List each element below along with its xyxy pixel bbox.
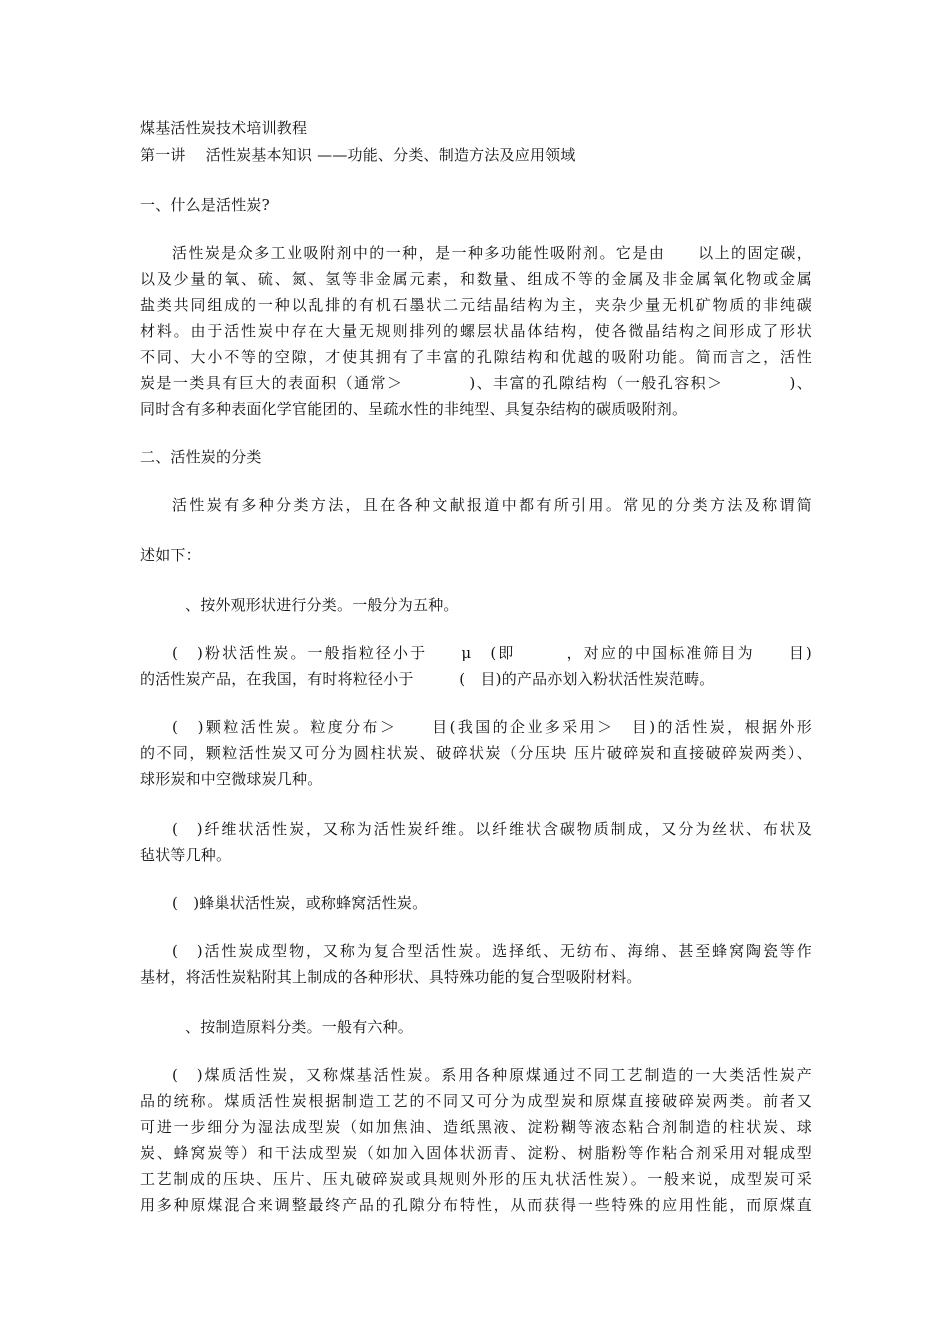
paragraph-line: 盐类共同组成的一种以乱排的有机石墨状二元结晶结构为主，夹杂少量无机矿物质的非纯碳 [140,296,812,314]
paragraph-line: 炭是一类具有巨大的表面积（通常＞ )、丰富的孔隙结构（一般孔容积＞ )、 [140,374,812,392]
paragraph-line: 不同、大小不等的空隙，才使其拥有了丰富的孔隙结构和优越的吸附功能。简而言之，活性 [140,348,812,366]
section1-heading: 一、什么是活性炭? [140,196,270,214]
paragraph-line: 以及少量的氧、硫、氮、氢等非金属元素，和数量、组成不等的金属及非金属氧化物或金属 [140,270,812,288]
paragraph-line: ( )颗粒活性炭。粒度分布＞ 目(我国的企业多采用＞ 目)的活性炭，根据外形 [172,718,812,736]
paragraph-line: ( )煤质活性炭，又称煤基活性炭。系用各种原煤通过不同工艺制造的一大类活性炭产 [172,1066,812,1084]
paragraph-line: 品的统称。煤质活性炭根据制造工艺的不同又可分为成型炭和原煤直接破碎炭两类。前者又 [140,1092,812,1110]
paragraph-line: 炭、蜂窝炭等）和干法成型炭（如加入固体状沥青、淀粉、树脂粉等作粘合剂采用对辊成型 [140,1144,812,1162]
paragraph-line: 用多种原煤混合来调整最终产品的孔隙分布特性，从而获得一些特殊的应用性能，而原煤直 [140,1196,812,1214]
paragraph-line: ( )活性炭成型物，又称为复合型活性炭。选择纸、无纺布、海绵、甚至蜂窝陶瓷等作 [172,942,812,960]
paragraph-line: 球形炭和中空微球炭几种。 [140,770,323,788]
paragraph-line: 材料。由于活性炭中存在大量无规则排列的螺层状晶体结构，使各微晶结构之间形成了形状 [140,322,812,340]
paragraph-line: ( )纤维状活性炭，又称为活性炭纤维。以纤维状含碳物质制成，又分为丝状、布状及 [172,820,812,838]
paragraph-line: ( )粉状活性炭。一般指粒径小于 μ (即 ，对应的中国标准筛目为 目) [172,644,812,662]
paragraph-line: 的不同，颗粒活性炭又可分为圆柱状炭、破碎状炭（分压块 压片破碎炭和直接破碎炭两类）、 [140,744,812,762]
paragraph-line: 述如下： [140,546,201,564]
paragraph-line: 活性炭有多种分类方法，且在各种文献报道中都有所引用。常见的分类方法及称谓简 [172,496,812,514]
paragraph-line: 基材，将活性炭粘附其上制成的各种形状、具特殊功能的复合型吸附材料。 [140,968,642,986]
paragraph-line: 毡状等几种。 [140,846,232,864]
category-heading: 、按外观形状进行分类。一般分为五种。 [185,596,459,614]
paragraph-line: 工艺制成的压块、压片、压丸破碎炭或具规则外形的压丸状活性炭）。一般来说，成型炭可采 [140,1170,812,1188]
document-title: 煤基活性炭技术培训教程 [140,119,308,137]
paragraph-line: ( )蜂巢状活性炭，或称蜂窝活性炭。 [172,894,428,912]
paragraph-line: 同时含有多种表面化学官能团的、呈疏水性的非纯型、具复杂结构的碳质吸附剂。 [140,400,688,418]
paragraph-line: 可进一步细分为湿法成型炭（如加焦油、造纸黑液、淀粉糊等液态粘合剂制造的柱状炭、球 [140,1118,812,1136]
paragraph-line: 活性炭是众多工业吸附剂中的一种，是一种多功能性吸附剂。它是由 以上的固定碳， [172,244,812,262]
section2-heading: 二、活性炭的分类 [140,448,262,466]
paragraph-line: 的活性炭产品，在我国，有时将粒径小于 ( 目)的产品亦划入粉状活性炭范畴。 [140,670,715,688]
category-heading: 、按制造原料分类。一般有六种。 [185,1018,414,1036]
lecture-title: 第一讲 活性炭基本知识 ——功能、分类、制造方法及应用领域 [140,146,576,164]
